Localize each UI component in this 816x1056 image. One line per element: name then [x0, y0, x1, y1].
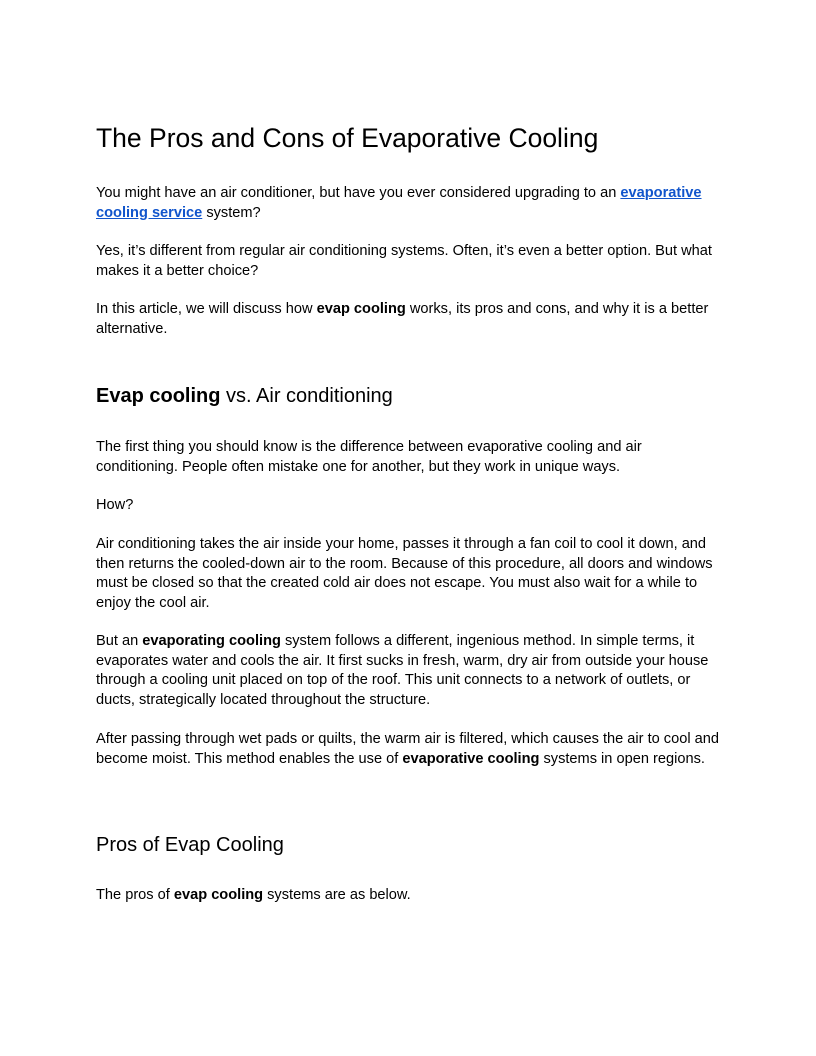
intro-p1-text: You might have an air conditioner, but have you ever considered upgrading to an	[96, 185, 621, 201]
section2-paragraph-1	[96, 886, 720, 906]
intro-p3-text: In this article, we will discuss how	[96, 301, 317, 317]
intro-p3-bold: evap cooling	[316, 301, 406, 317]
section1-paragraph-2: How?	[96, 497, 134, 513]
section1-p5-bold: evaporative cooling	[402, 750, 540, 767]
intro-paragraph-2: Yes, it’s different from regular air conditioning systems. Often, it’s even a better option. But what makes it a better choice?	[96, 243, 712, 279]
section1-p5-text: After passing through wet pads or quilts, the warm air is filtered, which causes the air to cool and become moist. This method enables the use of	[96, 731, 719, 767]
section1-paragraph-1: The first thing you should know is the difference between evaporative cooling and air conditioning. People often mistake one for another, but they work in unique ways.	[96, 439, 642, 475]
document-title: The Pros and Cons of Evaporative Cooling	[96, 123, 599, 153]
section1-p4-bold: evaporating cooling	[142, 633, 281, 649]
section-heading-evap-vs-ac	[96, 382, 393, 410]
section-heading-bold: Evap cooling	[96, 385, 221, 407]
section1-paragraph-3: Air conditioning takes the air inside your home, passes it through a fan coil to cool it down, and then returns the cooled-down air to the room. Because of this procedure, all doors and windows must be closed so that the created cold air does not escape. You must also wait for a while to enjoy the cool air.	[96, 536, 713, 611]
section2-p1-tail: systems are as below.	[263, 887, 411, 903]
section1-paragraph-4	[96, 632, 720, 710]
section1-p4-tail: system follows a different, ingenious method. In simple terms, it evaporates water and cools the air. It first sucks in fresh, warm, dry air from outside your house through a cooling unit placed on top of the roof. This unit connects to a network of outlets, or ducts, strategically located throughout the structure.	[96, 633, 709, 708]
section2-p1-text: The pros of	[96, 887, 174, 903]
section-heading-pros: Pros of Evap Cooling	[96, 834, 284, 856]
evaporative-cooling-service-link[interactable]: evaporative cooling service	[96, 185, 702, 221]
intro-paragraph-1	[96, 184, 720, 223]
section-heading-rest: vs. Air conditioning	[220, 385, 393, 407]
section2-p1-bold: evap cooling	[173, 887, 264, 903]
section1-p5-tail: systems in open regions.	[539, 750, 705, 767]
section1-paragraph-5	[96, 730, 720, 769]
intro-p1-tail: system?	[202, 204, 261, 221]
intro-paragraph-3	[96, 300, 720, 339]
section1-p4-text: But an	[96, 633, 143, 649]
intro-p3-tail: works, its pros and cons, and why it is a better alternative.	[96, 301, 709, 337]
